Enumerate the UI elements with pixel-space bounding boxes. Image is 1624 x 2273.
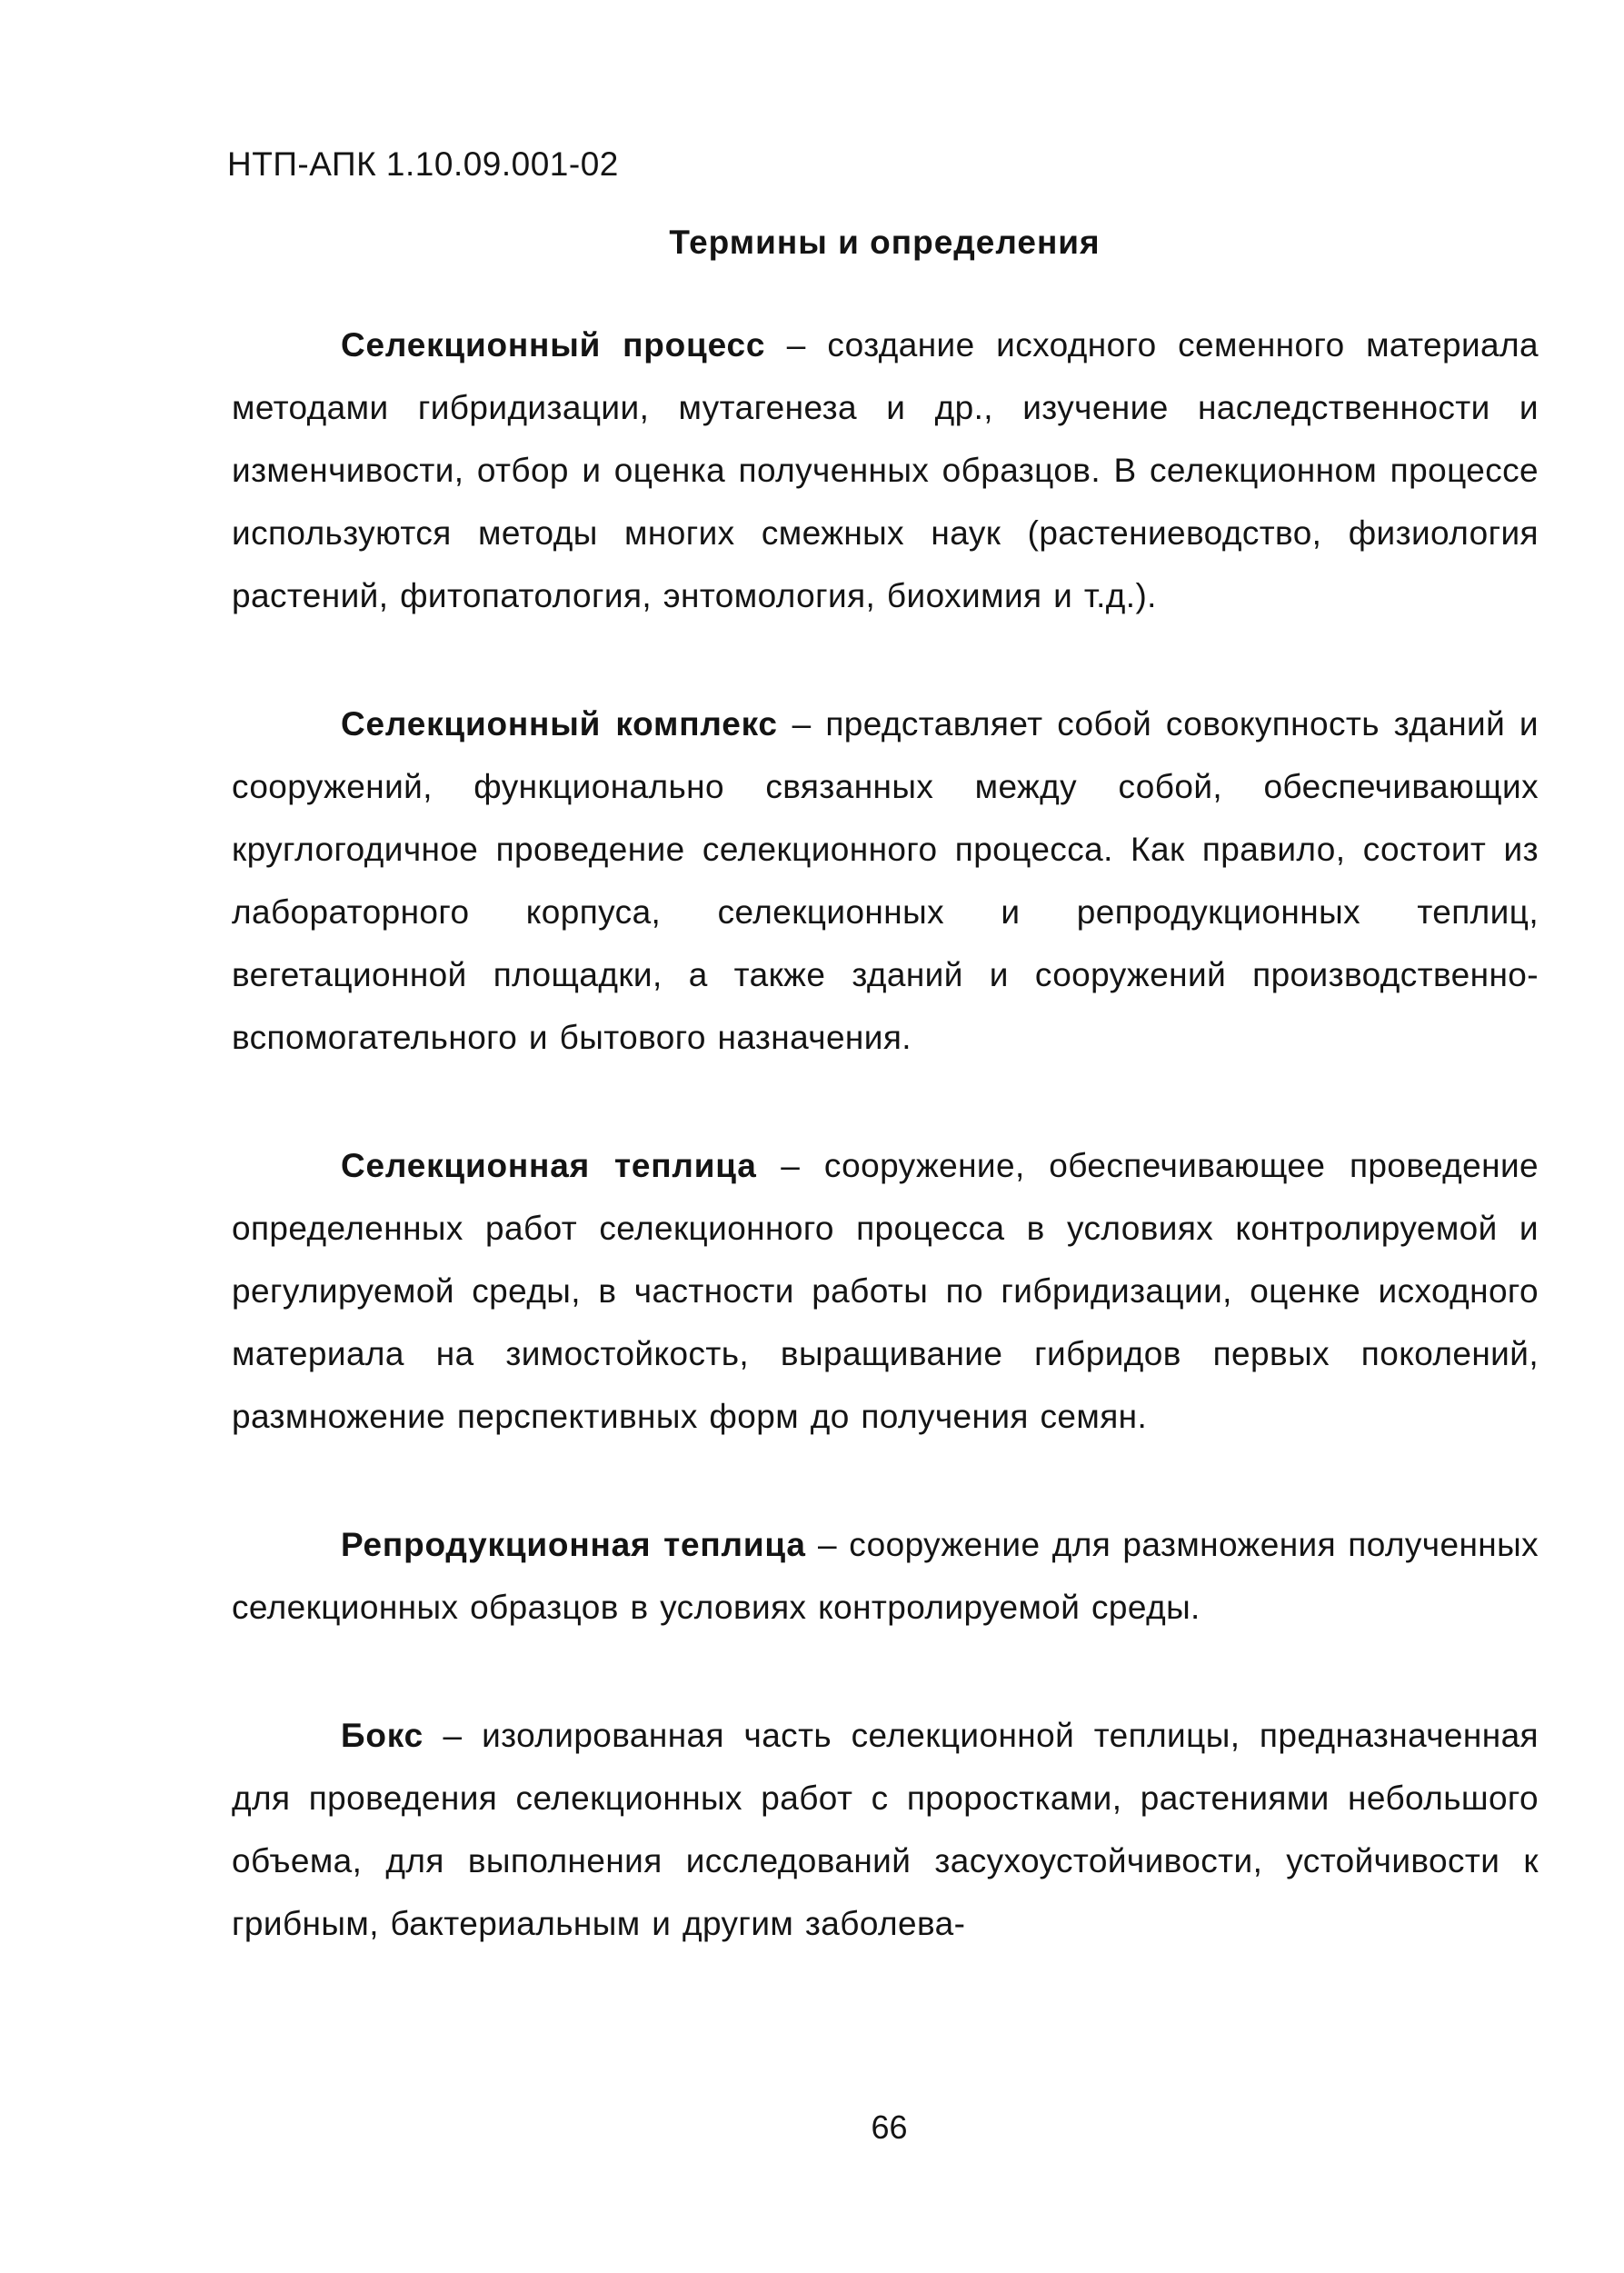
term-definition: сооружение, обеспечивающее проведение определенных работ селекционного процесса в условиях контролируемой и регулируемой среды, в частности работы по гибридизации, оценке исходного материала на зимостойкость, выращивание гибридов первых поколений, размножение перспективных форм до получения семян. bbox=[232, 1147, 1539, 1435]
term-definition: сооружение для размножения полученных селекционных образцов в условиях контролируемой среды. bbox=[232, 1526, 1539, 1626]
term-entry bbox=[232, 1134, 1539, 1448]
term-dash: – bbox=[777, 705, 826, 743]
term-name: Селекционный комплекс bbox=[341, 705, 778, 743]
term-dash: – bbox=[756, 1147, 824, 1184]
document-code: НТП-АПК 1.10.09.001-02 bbox=[227, 145, 619, 183]
term-name: Репродукционная теплица bbox=[341, 1526, 806, 1563]
term-entry bbox=[232, 693, 1539, 1069]
terms-list bbox=[232, 314, 1539, 2020]
page-number: 66 bbox=[871, 2109, 908, 2146]
section-title: Термины и определения bbox=[669, 224, 1101, 261]
term-entry bbox=[232, 1704, 1539, 1955]
term-dash: – bbox=[805, 1526, 850, 1563]
term-name: Селекционный процесс bbox=[341, 326, 766, 364]
term-definition: представляет собой совокупность зданий и сооружений, функционально связанных между собой, обеспечивающих круглогодичное проведение селекционного процесса. Как правило, состоит из лабораторного корпуса, селекционных и репродукционных теплиц, вегетационной площадки, а также зданий и сооружений производственно-вспомогательного и бытового назначения. bbox=[232, 705, 1539, 1056]
term-definition: создание исходного семенного материала методами гибридизации, мутагенеза и др., изучение наследственности и изменчивости, отбор и оценка полученных образцов. В селекционном процессе используются методы многих смежных наук (растениеводство, физиология растений, фитопатология, энтомология, биохимия и т.д.). bbox=[232, 326, 1539, 614]
term-name: Селекционная теплица bbox=[341, 1147, 757, 1184]
term-dash: – bbox=[423, 1717, 483, 1754]
term-entry bbox=[232, 314, 1539, 627]
term-entry bbox=[232, 1513, 1539, 1639]
term-dash: – bbox=[765, 326, 828, 364]
term-definition: изолированная часть селекционной теплицы, предназначенная для проведения селекционных работ с проростками, растениями небольшого объема, для выполнения исследований засухоустойчивости, устойчивости к грибным, бактериальным и другим заболева- bbox=[232, 1717, 1539, 1942]
term-name: Бокс bbox=[341, 1717, 424, 1754]
